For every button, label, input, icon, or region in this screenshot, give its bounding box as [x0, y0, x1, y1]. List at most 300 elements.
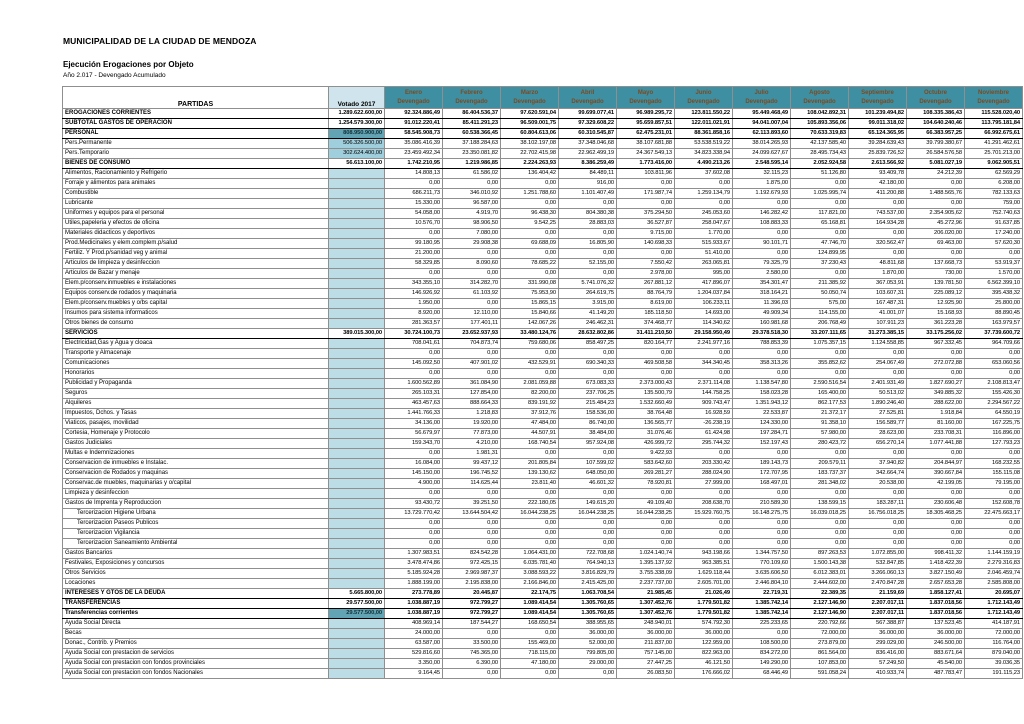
devengado-value-enero: 3.478.474,86 — [385, 559, 443, 569]
devengado-value-julio: 0,00 — [733, 369, 791, 379]
devengado-value-marzo: 718.115,00 — [501, 649, 559, 659]
table-row — [63, 659, 1023, 669]
devengado-value-junio: 0,00 — [675, 529, 733, 539]
devengado-value-abril: 3.816.829,79 — [559, 569, 617, 579]
devengado-value-mayo: 1.773.416,00 — [617, 159, 675, 169]
table-row — [63, 409, 1023, 419]
devengado-value-julio: 62.113.893,60 — [733, 129, 791, 139]
report-subtitle: Ejecución Erogaciones por Objeto — [63, 60, 194, 69]
devengado-value-agosto: 591.058,24 — [791, 669, 849, 679]
devengado-value-septiembre: 1.124.558,85 — [849, 339, 907, 349]
devengado-value-noviembre: 116.764,00 — [965, 639, 1023, 649]
devengado-value-junio: 0,00 — [675, 349, 733, 359]
votado-value — [329, 669, 385, 679]
votado-value: 1.254.579.300,00 — [329, 119, 385, 129]
devengado-value-febrero: 0,00 — [443, 299, 501, 309]
devengado-value-enero: 1.441.766,33 — [385, 409, 443, 419]
devengado-value-septiembre: 16.756.018,25 — [849, 509, 907, 519]
devengado-value-febrero: 60.538.366,45 — [443, 129, 501, 139]
devengado-value-octubre: 12.925,90 — [907, 299, 965, 309]
table-row — [63, 229, 1023, 239]
devengado-value-agosto: 2.590.516,54 — [791, 379, 849, 389]
votado-value — [329, 649, 385, 659]
partida-label: Equipos conserv.de rodados y maquinaria — [63, 289, 329, 299]
devengado-value-julio: 22.533,87 — [733, 409, 791, 419]
devengado-value-abril: 158.536,00 — [559, 409, 617, 419]
votado-value — [329, 469, 385, 479]
devengado-value-octubre: 272.072,88 — [907, 359, 965, 369]
devengado-value-agosto: 57.980,00 — [791, 429, 849, 439]
partida-label: Materiales didacticos y deportivos — [63, 229, 329, 239]
devengado-value-julio: 318.164,21 — [733, 289, 791, 299]
devengado-value-marzo: 33.480.124,76 — [501, 329, 559, 339]
devengado-value-agosto: 33.207.111,65 — [791, 329, 849, 339]
devengado-value-febrero: 361.084,90 — [443, 379, 501, 389]
devengado-value-febrero: 4.210,00 — [443, 439, 501, 449]
devengado-value-septiembre: 48.811,68 — [849, 259, 907, 269]
votado-value: 808.950.900,00 — [329, 129, 385, 139]
devengado-value-abril: 29.000,00 — [559, 659, 617, 669]
devengado-value-noviembre: 752.740,63 — [965, 209, 1023, 219]
devengado-value-octubre: 246.500,00 — [907, 639, 965, 649]
votado-value — [329, 359, 385, 369]
devengado-value-abril: 97.329.608,22 — [559, 119, 617, 129]
devengado-value-octubre: 1.837.018,56 — [907, 599, 965, 609]
devengado-value-mayo: 31.411.210,50 — [617, 329, 675, 339]
devengado-value-enero: 56.679,97 — [385, 429, 443, 439]
devengado-value-septiembre: 2.470.847,28 — [849, 579, 907, 589]
month-header-junio: Junio Devengado — [675, 87, 733, 109]
devengado-value-mayo: 38.107.681,88 — [617, 139, 675, 149]
votado-value — [329, 529, 385, 539]
devengado-value-julio: 38.014.265,93 — [733, 139, 791, 149]
devengado-value-agosto: 209.579,11 — [791, 459, 849, 469]
devengado-value-septiembre: 367.053,91 — [849, 279, 907, 289]
votado-value — [329, 369, 385, 379]
devengado-value-marzo: 15.840,66 — [501, 309, 559, 319]
votado-value — [329, 339, 385, 349]
table-row — [63, 449, 1023, 459]
devengado-value-agosto: 65.168,81 — [791, 219, 849, 229]
devengado-value-julio: 210.589,30 — [733, 499, 791, 509]
partida-label: INTERESES Y GTOS DE LA DEUDA — [63, 589, 329, 599]
devengado-value-septiembre: 656.270,14 — [849, 439, 907, 449]
devengado-value-septiembre: 299.029,00 — [849, 639, 907, 649]
devengado-value-abril: 0,00 — [559, 229, 617, 239]
partida-label: Impuestos, Dchos. y Tasas — [63, 409, 329, 419]
table-row — [63, 649, 1023, 659]
devengado-value-julio: 354.301,47 — [733, 279, 791, 289]
devengado-value-noviembre: 2.108.813,47 — [965, 379, 1023, 389]
table-row — [63, 589, 1023, 599]
devengado-value-junio: 1.770,00 — [675, 229, 733, 239]
devengado-value-agosto: 47.746,70 — [791, 239, 849, 249]
table-row — [63, 249, 1023, 259]
votado-value — [329, 549, 385, 559]
table-row — [63, 379, 1023, 389]
table-row — [63, 209, 1023, 219]
devengado-value-febrero: 8.090,60 — [443, 259, 501, 269]
devengado-value-mayo: 469.508,58 — [617, 359, 675, 369]
devengado-value-mayo: 185.118,50 — [617, 309, 675, 319]
devengado-value-marzo: 22.174,75 — [501, 589, 559, 599]
votado-value — [329, 199, 385, 209]
page-title: MUNICIPALIDAD DE LA CIUDAD DE MENDOZA — [63, 36, 257, 46]
partida-label: Gastos Bancarios — [63, 549, 329, 559]
devengado-value-agosto: 2.444.602,00 — [791, 579, 849, 589]
devengado-value-julio: 225.233,65 — [733, 619, 791, 629]
devengado-value-abril: 722.708,68 — [559, 549, 617, 559]
devengado-value-agosto: 861.564,00 — [791, 649, 849, 659]
devengado-value-agosto: 183.737,37 — [791, 469, 849, 479]
votado-value — [329, 289, 385, 299]
votado-value — [329, 399, 385, 409]
table-row — [63, 259, 1023, 269]
devengado-value-febrero: 0,00 — [443, 349, 501, 359]
partida-label: Fertiliz. Y Prod.p/sanidad veg y animal — [63, 249, 329, 259]
table-row — [63, 309, 1023, 319]
devengado-value-junio: 122.011.021,91 — [675, 119, 733, 129]
devengado-value-agosto: 165.400,00 — [791, 389, 849, 399]
devengado-value-julio: 160.981,68 — [733, 319, 791, 329]
devengado-value-mayo: 0,00 — [617, 249, 675, 259]
partida-label: Alimentos, Racionamiento y Refrigerio — [63, 169, 329, 179]
devengado-value-noviembre: 115.528.020,40 — [965, 109, 1023, 119]
partida-label: Ayuda Social Directa — [63, 619, 329, 629]
devengado-value-septiembre: 37.940,82 — [849, 459, 907, 469]
table-row — [63, 219, 1023, 229]
devengado-value-noviembre: 0,00 — [965, 449, 1023, 459]
devengado-value-enero: 23.459.492,34 — [385, 149, 443, 159]
month-header-abril: Abril Devengado — [559, 87, 617, 109]
devengado-value-agosto: 2.052.924,58 — [791, 159, 849, 169]
devengado-value-enero: 10.576,70 — [385, 219, 443, 229]
devengado-value-enero: 4.900,00 — [385, 479, 443, 489]
table-row — [63, 569, 1023, 579]
devengado-value-febrero: 0,00 — [443, 519, 501, 529]
devengado-value-febrero: 77.873,00 — [443, 429, 501, 439]
devengado-value-abril: 107.599,02 — [559, 459, 617, 469]
devengado-value-agosto: 0,00 — [791, 179, 849, 189]
partida-label: Pers.Permanente — [63, 139, 329, 149]
votado-value — [329, 509, 385, 519]
devengado-value-abril: 246.462,31 — [559, 319, 617, 329]
devengado-value-mayo: 1.024.140,74 — [617, 549, 675, 559]
devengado-value-marzo: 96.509.001,75 — [501, 119, 559, 129]
partida-label: Prod.Medicinales y elem.complem.p/salud — [63, 239, 329, 249]
votado-value: 56.613.100,00 — [329, 159, 385, 169]
partida-label: Locaciones — [63, 579, 329, 589]
devengado-value-marzo: 75.953,90 — [501, 289, 559, 299]
devengado-value-octubre: 967.332,45 — [907, 339, 965, 349]
devengado-value-junio: 123.811.550,22 — [675, 109, 733, 119]
devengado-value-abril: 16.805,90 — [559, 239, 617, 249]
devengado-value-septiembre: 0,00 — [849, 539, 907, 549]
devengado-value-enero: 0,00 — [385, 539, 443, 549]
votado-value: 506.326.500,00 — [329, 139, 385, 149]
devengado-value-octubre: 137.523,45 — [907, 619, 965, 629]
devengado-value-julio: 1.192.679,93 — [733, 189, 791, 199]
devengado-value-junio: 1.779.501,82 — [675, 599, 733, 609]
month-header-octubre: Octubre Devengado — [907, 87, 965, 109]
table-row — [63, 509, 1023, 519]
votado-value — [329, 539, 385, 549]
devengado-value-enero: 0,00 — [385, 269, 443, 279]
votado-value — [329, 309, 385, 319]
votado-value: 389.015.300,00 — [329, 329, 385, 339]
devengado-value-junio: 0,00 — [675, 489, 733, 499]
devengado-value-octubre: 39.799.380,67 — [907, 139, 965, 149]
devengado-value-enero: 30.724.100,73 — [385, 329, 443, 339]
devengado-value-noviembre: 62.569,29 — [965, 169, 1023, 179]
devengado-value-octubre: 1.858.127,41 — [907, 589, 965, 599]
devengado-value-enero: 0,00 — [385, 369, 443, 379]
devengado-value-febrero: 37.188.284,63 — [443, 139, 501, 149]
partida-label: Uniformes y equipos para el personal — [63, 209, 329, 219]
devengado-value-noviembre: 2.294.567,22 — [965, 399, 1023, 409]
devengado-value-enero: 0,00 — [385, 529, 443, 539]
devengado-value-agosto: 0,00 — [791, 229, 849, 239]
devengado-value-octubre: 15.168,93 — [907, 309, 965, 319]
devengado-value-julio: 197.284,71 — [733, 429, 791, 439]
partida-label: EROGACIONES CORRIENTES — [63, 109, 329, 119]
devengado-value-abril: 673.083,33 — [559, 379, 617, 389]
devengado-value-junio: 144.758,25 — [675, 389, 733, 399]
devengado-value-julio: 22.719,31 — [733, 589, 791, 599]
devengado-value-septiembre: 167.487,31 — [849, 299, 907, 309]
devengado-value-marzo: 0,00 — [501, 249, 559, 259]
devengado-value-noviembre: 127.793,23 — [965, 439, 1023, 449]
devengado-value-agosto: 0,00 — [791, 519, 849, 529]
devengado-value-mayo: 31.076,46 — [617, 429, 675, 439]
devengado-value-julio: 0,00 — [733, 489, 791, 499]
devengado-value-mayo: 36.000,00 — [617, 629, 675, 639]
devengado-value-septiembre: 1.870,00 — [849, 269, 907, 279]
devengado-value-noviembre: 6.208,00 — [965, 179, 1023, 189]
devengado-value-enero: 54.058,00 — [385, 209, 443, 219]
devengado-value-noviembre: 64.550,19 — [965, 409, 1023, 419]
devengado-value-noviembre: 6.562.399,10 — [965, 279, 1023, 289]
devengado-value-abril: 1.305.760,65 — [559, 609, 617, 619]
devengado-value-septiembre: 27.525,81 — [849, 409, 907, 419]
table-row — [63, 279, 1023, 289]
partida-label: Tercerizacion Vigilancia — [63, 529, 329, 539]
devengado-value-octubre: 0,00 — [907, 449, 965, 459]
devengado-value-mayo: 26.083,50 — [617, 669, 675, 679]
devengado-value-abril: 0,00 — [559, 489, 617, 499]
devengado-value-enero: 58.329,85 — [385, 259, 443, 269]
devengado-value-octubre: 0,00 — [907, 349, 965, 359]
devengado-value-marzo: 9.542,25 — [501, 219, 559, 229]
devengado-value-noviembre: 879.040,00 — [965, 649, 1023, 659]
partida-label: TRANSFERENCIAS — [63, 599, 329, 609]
devengado-value-junio: 574.792,30 — [675, 619, 733, 629]
votado-value — [329, 579, 385, 589]
devengado-value-marzo: 0,00 — [501, 369, 559, 379]
devengado-value-noviembre: 17.240,00 — [965, 229, 1023, 239]
devengado-value-febrero: 39.251,50 — [443, 499, 501, 509]
votado-value — [329, 279, 385, 289]
votado-value — [329, 439, 385, 449]
devengado-value-enero: 529.816,60 — [385, 649, 443, 659]
devengado-value-enero: 0,00 — [385, 519, 443, 529]
devengado-value-abril: 1.063.708,54 — [559, 589, 617, 599]
month-header-enero: Enero Devengado — [385, 87, 443, 109]
devengado-value-noviembre: 1.712.143,49 — [965, 599, 1023, 609]
devengado-value-octubre: 81.160,00 — [907, 419, 965, 429]
devengado-value-abril: 46.601,32 — [559, 479, 617, 489]
devengado-value-mayo: 9.422,93 — [617, 449, 675, 459]
devengado-value-mayo: 16.044.238,25 — [617, 509, 675, 519]
devengado-value-marzo: 0,00 — [501, 539, 559, 549]
devengado-value-marzo: 0,00 — [501, 449, 559, 459]
votado-value — [329, 249, 385, 259]
devengado-value-abril: 84.489,11 — [559, 169, 617, 179]
devengado-value-agosto: 51.126,80 — [791, 169, 849, 179]
devengado-value-febrero: 13.644.504,42 — [443, 509, 501, 519]
devengado-value-mayo: 49.109,40 — [617, 499, 675, 509]
table-row — [63, 419, 1023, 429]
devengado-value-junio: 0,00 — [675, 179, 733, 189]
partida-label: Lubricante — [63, 199, 329, 209]
votado-value — [329, 489, 385, 499]
devengado-value-septiembre: 99.011.318,02 — [849, 119, 907, 129]
devengado-value-septiembre: 39.284.639,43 — [849, 139, 907, 149]
devengado-value-abril: 690.340,33 — [559, 359, 617, 369]
devengado-value-abril: 52.155,00 — [559, 259, 617, 269]
devengado-value-julio: 79.325,79 — [733, 259, 791, 269]
devengado-value-abril: 2.415.425,00 — [559, 579, 617, 589]
devengado-value-mayo: 24.367.549,13 — [617, 149, 675, 159]
votado-value — [329, 449, 385, 459]
devengado-value-junio: 51.410,00 — [675, 249, 733, 259]
devengado-value-abril: 957.924,08 — [559, 439, 617, 449]
devengado-value-julio: 1.385.742,14 — [733, 609, 791, 619]
devengado-value-abril: 0,00 — [559, 269, 617, 279]
devengado-value-mayo: 21.985,45 — [617, 589, 675, 599]
votado-value — [329, 479, 385, 489]
devengado-value-febrero: 346.010,92 — [443, 189, 501, 199]
devengado-value-junio: 288.024,90 — [675, 469, 733, 479]
devengado-value-abril: 0,00 — [559, 449, 617, 459]
devengado-value-mayo: 3.755.338,09 — [617, 569, 675, 579]
devengado-value-octubre: 0,00 — [907, 519, 965, 529]
devengado-value-febrero: 972.799,27 — [443, 599, 501, 609]
devengado-value-julio: 770.109,60 — [733, 559, 791, 569]
devengado-value-enero: 686.211,73 — [385, 189, 443, 199]
devengado-value-abril: 0,00 — [559, 199, 617, 209]
devengado-value-septiembre: 0,00 — [849, 519, 907, 529]
devengado-value-enero: 13.729.770,42 — [385, 509, 443, 519]
devengado-value-julio: 29.378.518,30 — [733, 329, 791, 339]
devengado-value-mayo: 820.164,77 — [617, 339, 675, 349]
devengado-value-enero: 16.084,00 — [385, 459, 443, 469]
devengado-value-enero: 145.150,00 — [385, 469, 443, 479]
devengado-value-julio: 0,00 — [733, 529, 791, 539]
devengado-value-noviembre: 91.637,85 — [965, 219, 1023, 229]
devengado-value-junio: 344.340,45 — [675, 359, 733, 369]
devengado-value-noviembre: 37.739.600,72 — [965, 329, 1023, 339]
devengado-value-mayo: 583.642,60 — [617, 459, 675, 469]
devengado-value-septiembre: 57.249,50 — [849, 659, 907, 669]
devengado-value-marzo: 168.740,54 — [501, 439, 559, 449]
devengado-value-junio: 122.959,00 — [675, 639, 733, 649]
devengado-value-noviembre: 964.709,66 — [965, 339, 1023, 349]
devengado-value-agosto: 0,00 — [791, 449, 849, 459]
devengado-value-noviembre: 414.187,91 — [965, 619, 1023, 629]
devengado-value-junio: 943.198,66 — [675, 549, 733, 559]
devengado-value-agosto: 0,00 — [791, 489, 849, 499]
devengado-value-octubre: 0,00 — [907, 179, 965, 189]
devengado-value-abril: 38.484,00 — [559, 429, 617, 439]
devengado-value-septiembre: 41.001,07 — [849, 309, 907, 319]
devengado-value-mayo: 0,00 — [617, 349, 675, 359]
partida-label: Conservacion de inmuebles e Instalac. — [63, 459, 329, 469]
votado-value — [329, 169, 385, 179]
devengado-value-julio: 0,00 — [733, 449, 791, 459]
devengado-value-noviembre: 53.919,37 — [965, 259, 1023, 269]
devengado-value-octubre: 1.837.018,56 — [907, 609, 965, 619]
devengado-value-noviembre: 0,00 — [965, 249, 1023, 259]
table-row — [63, 489, 1023, 499]
partida-label: Conservacion de Rodados y maquinas — [63, 469, 329, 479]
table-row — [63, 119, 1023, 129]
table-body — [63, 109, 1023, 679]
devengado-value-junio: 0,00 — [675, 369, 733, 379]
devengado-value-marzo: 47.180,00 — [501, 659, 559, 669]
devengado-value-noviembre: 395.438,32 — [965, 289, 1023, 299]
devengado-value-julio: 32.115,23 — [733, 169, 791, 179]
budget-table — [62, 86, 1023, 679]
devengado-value-enero: 0,00 — [385, 229, 443, 239]
devengado-value-febrero: 0,00 — [443, 669, 501, 679]
devengado-value-junio: 295.744,32 — [675, 439, 733, 449]
devengado-value-septiembre: 1.890.246,40 — [849, 399, 907, 409]
devengado-value-abril: 215.484,23 — [559, 399, 617, 409]
devengado-value-agosto: 91.358,10 — [791, 419, 849, 429]
devengado-value-mayo: 171.987,74 — [617, 189, 675, 199]
devengado-value-enero: 24.000,00 — [385, 629, 443, 639]
devengado-value-enero: 273.778,89 — [385, 589, 443, 599]
partida-label: Publicidad y Propaganda — [63, 379, 329, 389]
devengado-value-septiembre: 0,00 — [849, 229, 907, 239]
devengado-value-junio: 0,00 — [675, 519, 733, 529]
devengado-value-octubre: 1.077.441,88 — [907, 439, 965, 449]
devengado-value-junio: 0,00 — [675, 199, 733, 209]
devengado-value-junio: 176.666,02 — [675, 669, 733, 679]
devengado-value-noviembre: 57.620,30 — [965, 239, 1023, 249]
partida-label: Seguros — [63, 389, 329, 399]
devengado-value-marzo: 78.685,22 — [501, 259, 559, 269]
devengado-value-mayo: 62.475.231,01 — [617, 129, 675, 139]
table-row — [63, 329, 1023, 339]
devengado-value-agosto: 1.025.995,74 — [791, 189, 849, 199]
devengado-value-septiembre: 31.273.385,15 — [849, 329, 907, 339]
devengado-value-mayo: 375.294,50 — [617, 209, 675, 219]
devengado-value-mayo: 8.619,00 — [617, 299, 675, 309]
table-row — [63, 139, 1023, 149]
table-row — [63, 199, 1023, 209]
partida-label: SERVICIOS — [63, 329, 329, 339]
month-header-julio: Julio Devengado — [733, 87, 791, 109]
devengado-value-agosto: 897.263,53 — [791, 549, 849, 559]
devengado-value-enero: 35.086.416,39 — [385, 139, 443, 149]
devengado-value-agosto: 220.792,66 — [791, 619, 849, 629]
devengado-value-septiembre: 0,00 — [849, 489, 907, 499]
partida-label: Gastos Judiciales — [63, 439, 329, 449]
devengado-value-junio: 2.605.701,00 — [675, 579, 733, 589]
devengado-value-octubre: 225.089,12 — [907, 289, 965, 299]
